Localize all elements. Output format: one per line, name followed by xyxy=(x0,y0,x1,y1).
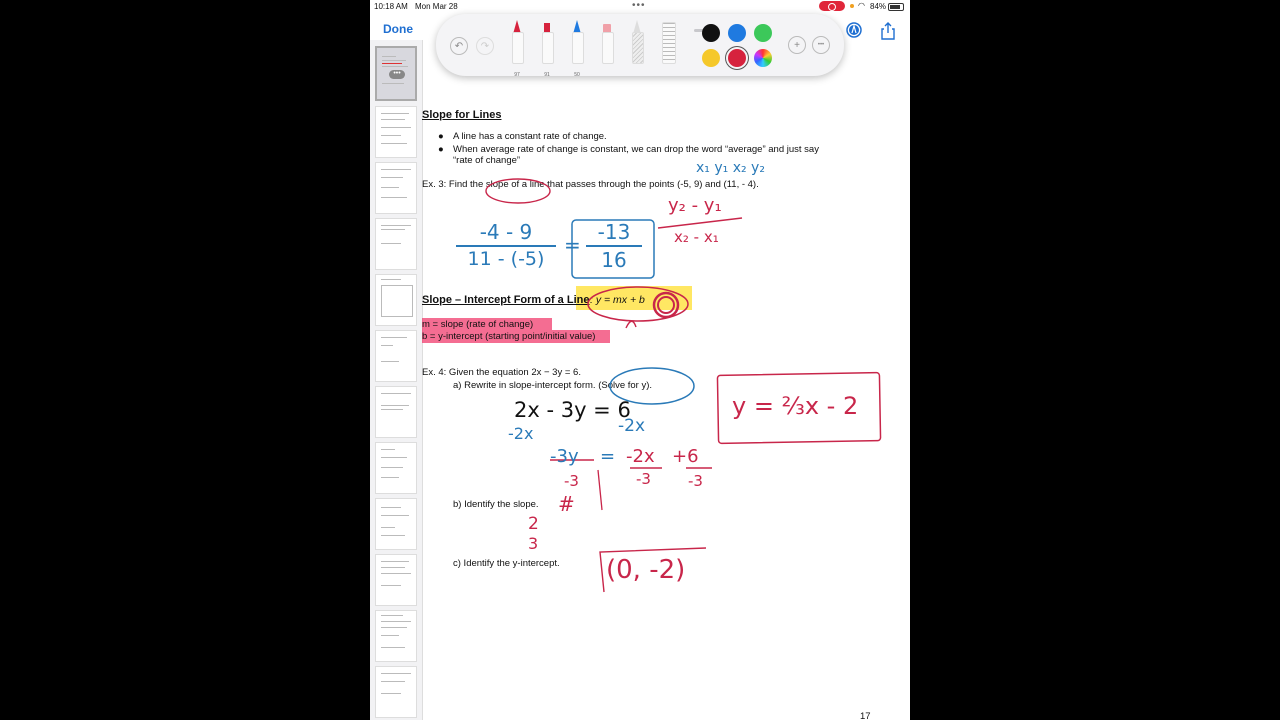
example-4-prompt: Ex. 4: Given the equation 2x − 3y = 6. xyxy=(422,367,581,378)
ink-frac2-bar xyxy=(586,245,642,247)
color-picker-icon[interactable] xyxy=(754,49,772,67)
page-thumbnail[interactable] xyxy=(375,666,417,718)
b-definition: b = y-intercept (starting point/initial value) xyxy=(422,331,596,342)
pen-width: 97 xyxy=(514,72,520,78)
ipad-screen xyxy=(370,0,910,720)
red-circle-b-inner xyxy=(658,297,674,313)
lasso-tool[interactable] xyxy=(630,20,644,64)
page-thumbnail[interactable] xyxy=(375,106,417,158)
share-icon[interactable] xyxy=(880,22,896,38)
ink-hash-mark: # xyxy=(558,492,575,516)
m-definition: m = slope (rate of change) xyxy=(422,319,534,330)
mic-indicator-icon xyxy=(850,4,854,8)
battery-percentage: 84% xyxy=(870,2,887,11)
page-number: 17 xyxy=(860,711,871,720)
page-thumbnail[interactable] xyxy=(375,554,417,606)
ink-fraction-1 xyxy=(456,220,556,270)
markup-icon[interactable] xyxy=(846,22,862,38)
ink-strokes xyxy=(422,40,910,720)
done-button[interactable]: Done xyxy=(383,22,413,36)
ink-fraction-2 xyxy=(586,220,642,272)
ink-frac1-num: -4 - 9 xyxy=(479,220,533,244)
ink-step-equals: = xyxy=(600,446,616,467)
status-bar xyxy=(370,0,910,14)
page-thumbnail[interactable] xyxy=(375,442,417,494)
redo-icon[interactable]: ↷ xyxy=(476,37,494,55)
ink-step-r1-num: -2x xyxy=(626,446,655,467)
example-4a-prompt: a) Rewrite in slope-intercept form. (Solve for y). xyxy=(453,380,653,391)
ink-step-r1-den: -3 xyxy=(636,470,651,488)
status-time: 10:18 AM xyxy=(374,2,408,11)
pencil-body xyxy=(572,32,584,64)
pen-tool[interactable] xyxy=(510,20,524,78)
bullet-dot: ● xyxy=(438,131,444,142)
example-4b-prompt: b) Identify the slope. xyxy=(453,499,539,510)
heading-slope-for-lines: Slope for Lines xyxy=(422,109,502,121)
page-thumbnail[interactable] xyxy=(375,274,417,326)
example-3-prompt: Ex. 3: Find the slope of a line that passes through the points (-5, 9) and (11, - 4). xyxy=(422,179,759,190)
lasso-body xyxy=(632,32,644,64)
pencil-tool[interactable] xyxy=(570,20,584,78)
undo-icon[interactable]: ↶ xyxy=(450,37,468,55)
color-red-selected[interactable] xyxy=(728,49,746,67)
page-thumbnail[interactable] xyxy=(375,218,417,270)
red-circle-slope xyxy=(486,179,550,203)
eraser-tool[interactable] xyxy=(600,20,614,64)
thumbnail-more-button[interactable]: ••• xyxy=(389,70,405,79)
ink-minus-2x-right: -2x xyxy=(618,416,646,436)
ink-slope-answer-den: 3 xyxy=(528,534,539,553)
page-thumbnail[interactable] xyxy=(375,498,417,550)
page-thumbnail[interactable] xyxy=(375,46,417,101)
marker-body xyxy=(542,32,554,64)
ink-step-r2-den: -3 xyxy=(688,472,703,490)
pencil-width: 50 xyxy=(574,72,580,78)
color-green[interactable] xyxy=(754,24,772,42)
add-tool-button[interactable]: + xyxy=(788,36,806,54)
bullet-constant-rate: A line has a constant rate of change. xyxy=(453,131,607,142)
ink-step-plus-6: +6 xyxy=(672,446,699,467)
status-date: Mon Mar 28 xyxy=(415,2,458,11)
red-arrow xyxy=(626,321,636,328)
ruler-body xyxy=(662,22,676,64)
ink-frac2-num: -13 xyxy=(597,220,631,244)
color-black[interactable] xyxy=(702,24,720,42)
red-fraction-bar xyxy=(658,218,742,228)
ink-frac1-den: 11 - (-5) xyxy=(467,247,545,270)
more-options-button[interactable]: ••• xyxy=(812,36,830,54)
bullet-average-rate: When average rate of change is constant, we can drop the word “average” and just say xyxy=(453,144,819,155)
slope-intercept-formula: : y = mx + b xyxy=(590,294,645,306)
markup-toolbar[interactable] xyxy=(436,14,844,76)
battery-icon xyxy=(888,3,904,11)
marker-width: 91 xyxy=(544,72,550,78)
ink-intercept-answer: (0, -2) xyxy=(606,555,686,585)
red-divider xyxy=(598,470,602,510)
document-page[interactable] xyxy=(422,40,910,720)
color-blue[interactable] xyxy=(728,24,746,42)
screen-recording-icon[interactable] xyxy=(819,1,845,11)
ink-equals: = xyxy=(564,233,581,257)
ink-slope-answer-num: 2 xyxy=(528,514,539,534)
color-yellow[interactable] xyxy=(702,49,720,67)
ink-minus-2x-left: -2x xyxy=(508,424,534,443)
page-thumbnail[interactable] xyxy=(375,162,417,214)
bullet-dot: ● xyxy=(438,144,444,155)
page-thumbnail[interactable] xyxy=(375,610,417,662)
ruler-tool[interactable] xyxy=(660,20,674,64)
multitasking-dots-icon[interactable]: ••• xyxy=(632,0,646,11)
page-thumbnails-sidebar[interactable] xyxy=(370,40,423,720)
ink-equation: 2x - 3y = 6 xyxy=(514,398,631,422)
page-thumbnail[interactable] xyxy=(375,386,417,438)
wifi-icon: ◠ xyxy=(858,1,865,10)
ink-points-labels: x₁ y₁ x₂ y₂ xyxy=(696,160,765,176)
ink-slope-formula-den: x₂ - x₁ xyxy=(674,228,719,246)
page-thumbnail[interactable] xyxy=(375,330,417,382)
ink-step-lhs-num: -3y xyxy=(550,446,579,467)
ink-frac2-den: 16 xyxy=(601,247,627,272)
ink-slope-formula-num: y₂ - y₁ xyxy=(668,195,722,216)
ink-frac1-bar xyxy=(456,245,556,247)
example-4c-prompt: c) Identify the y-intercept. xyxy=(453,558,560,569)
heading-slope-intercept: Slope – Intercept Form of a Line xyxy=(422,294,590,306)
marker-tool[interactable] xyxy=(540,20,554,78)
eraser-body xyxy=(602,32,614,64)
pen-body xyxy=(512,32,524,64)
ink-step-lhs-den: -3 xyxy=(564,472,579,490)
ink-answer-a: y = ⅔x - 2 xyxy=(732,392,859,420)
bullet-average-rate-cont: “rate of change” xyxy=(453,155,521,166)
